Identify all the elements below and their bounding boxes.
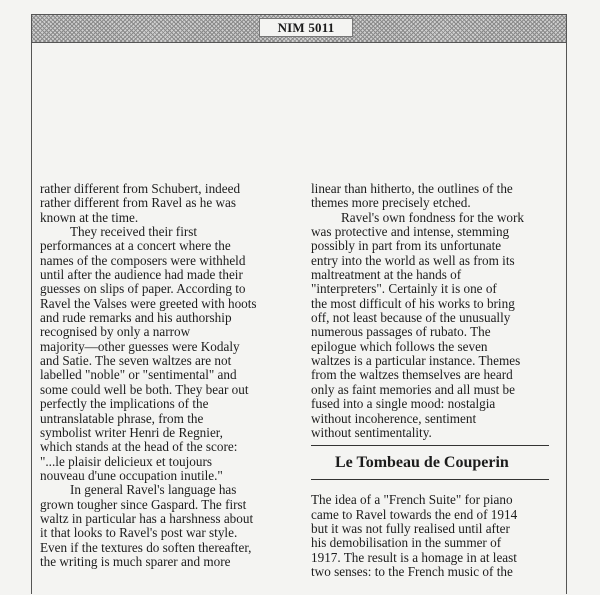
text-line: from the waltzes themselves are heard bbox=[311, 367, 513, 383]
text-line: without incoherence, sentiment bbox=[311, 410, 477, 426]
text-line: performances at a concert where the bbox=[40, 238, 231, 254]
header-band bbox=[32, 15, 566, 43]
text-line: which stands at the head of the score: bbox=[40, 439, 238, 455]
text-line: rather different from Ravel as he was bbox=[40, 195, 237, 211]
text-line: it that looks to Ravel's post war style. bbox=[40, 525, 238, 541]
text-line: waltzes is a particular instance. Themes bbox=[311, 353, 521, 369]
text-line: The idea of a "French Suite" for piano bbox=[311, 492, 513, 508]
text-line: guesses on slips of paper. According to bbox=[40, 281, 246, 297]
text-line: his demobilisation in the summer of bbox=[311, 535, 502, 551]
text-line: until after the audience had made their bbox=[40, 267, 243, 283]
text-line: They received their first bbox=[70, 224, 198, 240]
text-line: off, not least because of the unusually bbox=[311, 310, 511, 326]
text-line: and rude remarks and his authorship bbox=[40, 310, 232, 326]
text-line: was protective and intense, stemming bbox=[311, 224, 510, 240]
text-line: known at the time. bbox=[40, 209, 139, 225]
text-line: fused into a single mood: nostalgia bbox=[311, 396, 496, 412]
text-line: perfectly the implications of the bbox=[40, 396, 209, 412]
text-line: came to Ravel towards the end of 1914 bbox=[311, 506, 518, 522]
text-line: Even if the textures do soften thereafter, bbox=[40, 539, 252, 555]
text-line: Ravel's own fondness for the work bbox=[341, 209, 524, 225]
text-line: possibly in part from its unfortunate bbox=[311, 238, 502, 254]
text-line: Ravel the Valses were greeted with hoots bbox=[40, 295, 257, 311]
right-paragraph-3 bbox=[311, 493, 551, 579]
right-paragraph-1 bbox=[311, 182, 551, 211]
text-line: two senses: to the French music of the bbox=[311, 563, 513, 579]
left-paragraph-3 bbox=[40, 483, 298, 569]
section-rule-bottom bbox=[311, 479, 549, 480]
catalog-number: NIM 5011 bbox=[259, 18, 353, 37]
section-rule-top bbox=[311, 445, 549, 446]
text-line: labelled "noble" or "sentimental" and bbox=[40, 367, 237, 383]
text-line: some could well be both. They bear out bbox=[40, 381, 249, 397]
text-line: majority—other guesses were Kodaly bbox=[40, 338, 240, 354]
text-line: without sentimentality. bbox=[311, 424, 432, 440]
text-line: linear than hitherto, the outlines of the bbox=[311, 181, 513, 196]
text-line: but it was not fully realised until after bbox=[311, 520, 510, 536]
right-column bbox=[311, 182, 551, 579]
text-line: the writing is much sparer and more bbox=[40, 553, 231, 569]
left-column bbox=[40, 182, 298, 569]
left-paragraph-1 bbox=[40, 182, 298, 225]
text-line: "interpreters". Certainly it is one of bbox=[311, 281, 497, 297]
text-line: 1917. The result is a homage in at least bbox=[311, 549, 517, 565]
text-line: waltz in particular has a harshness about bbox=[40, 510, 254, 526]
text-line: the most difficult of his works to bring bbox=[311, 295, 515, 311]
text-line: rather different from Schubert, indeed bbox=[40, 181, 241, 196]
text-line: untranslatable phrase, from the bbox=[40, 410, 204, 426]
text-line: nouveau d'une occupation inutile." bbox=[40, 467, 223, 483]
section-title: Le Tombeau de Couperin bbox=[335, 454, 509, 472]
text-line: epilogue which follows the seven bbox=[311, 338, 488, 354]
text-line: maltreatment at the hands of bbox=[311, 267, 462, 283]
text-line: entry into the world as well as from its bbox=[311, 252, 515, 268]
text-line: grown tougher since Gaspard. The first bbox=[40, 496, 247, 512]
text-line: and Satie. The seven waltzes are not bbox=[40, 353, 232, 369]
text-line: recognised by only a narrow bbox=[40, 324, 191, 340]
text-line: names of the composers were withheld bbox=[40, 252, 246, 268]
text-line: "...le plaisir delicieux et toujours bbox=[40, 453, 213, 469]
right-paragraph-2 bbox=[311, 211, 551, 441]
left-paragraph-2 bbox=[40, 225, 298, 483]
text-line: In general Ravel's language has bbox=[70, 482, 237, 498]
text-line: themes more precisely etched. bbox=[311, 195, 471, 211]
text-line: only as faint memories and all must be bbox=[311, 381, 515, 397]
text-line: numerous passages of rubato. The bbox=[311, 324, 491, 340]
text-line: symbolist writer Henri de Regnier, bbox=[40, 424, 223, 440]
